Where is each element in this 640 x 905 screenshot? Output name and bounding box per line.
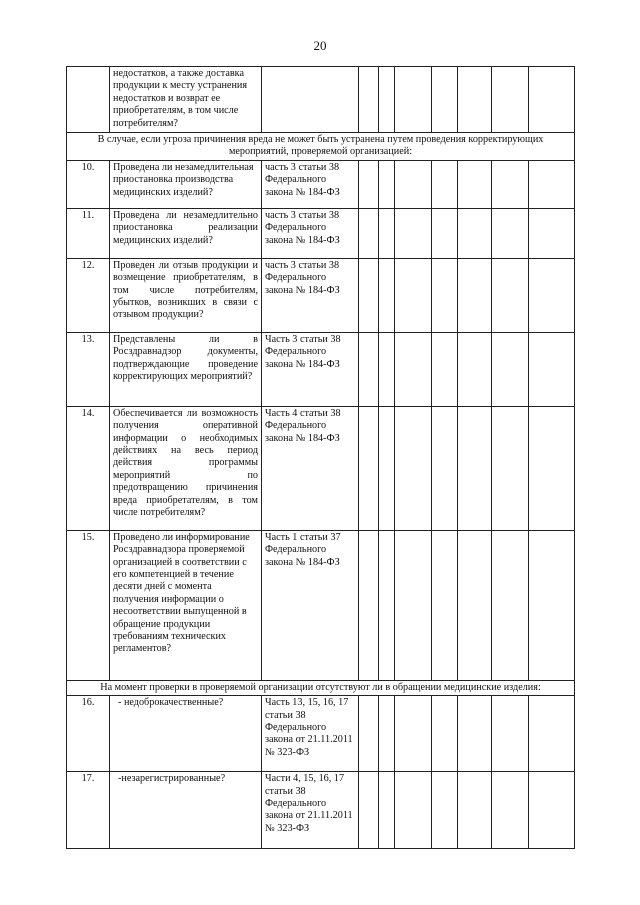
answer-cell[interactable] <box>458 406 492 530</box>
answer-cell[interactable] <box>492 772 529 849</box>
checklist-table <box>66 66 575 849</box>
row-number: 16. <box>67 696 110 772</box>
answer-cell[interactable] <box>379 208 395 258</box>
answer-cell[interactable] <box>432 332 458 406</box>
answer-cell[interactable] <box>359 530 379 680</box>
answer-cell[interactable] <box>458 160 492 208</box>
law-cell: Часть 13, 15, 16, 17 статьи 38 Федерального закона от 21.11.2011 № 323-ФЗ <box>262 696 359 772</box>
section-heading: В случае, если угроза причинения вреда не может быть устранена путем проведения корректирующих мероприятий, проверяемой организацией: <box>67 133 575 161</box>
answer-cell[interactable] <box>395 332 432 406</box>
answer-cell[interactable] <box>492 258 529 332</box>
answer-cell[interactable] <box>432 208 458 258</box>
table-row <box>67 772 575 849</box>
table-row <box>67 696 575 772</box>
answer-cell[interactable] <box>359 406 379 530</box>
answer-cell[interactable] <box>458 696 492 772</box>
answer-cell[interactable] <box>529 332 575 406</box>
question-cell: недостатков, а также доставка продукции к месту устранения недостатков и возврат ее приобретателям, в том числе потребителям? <box>110 67 262 133</box>
answer-cell[interactable] <box>395 406 432 530</box>
table-row <box>67 530 575 680</box>
question-cell: Проведено ли информирование Росздравнадзора проверяемой организацией в соответствии с его компетенцией в течение десяти дней с момента получения информации о несоответствии выпущенной в обращение продукции требованиям технических регламентов? <box>110 530 262 680</box>
row-number: 10. <box>67 160 110 208</box>
answer-cell[interactable] <box>529 530 575 680</box>
law-cell: Часть 4 статьи 38 Федерального закона № 184-ФЗ <box>262 406 359 530</box>
answer-cell[interactable] <box>492 160 529 208</box>
answer-cell[interactable] <box>395 772 432 849</box>
table-row <box>67 258 575 332</box>
answer-cell[interactable] <box>359 332 379 406</box>
answer-cell[interactable] <box>379 696 395 772</box>
answer-cell[interactable] <box>432 530 458 680</box>
answer-cell[interactable] <box>432 258 458 332</box>
answer-cell[interactable] <box>379 258 395 332</box>
law-cell: Части 4, 15, 16, 17 статьи 38 Федерального закона от 21.11.2011 № 323-ФЗ <box>262 772 359 849</box>
table-row <box>67 67 575 133</box>
row-number: 12. <box>67 258 110 332</box>
answer-cell[interactable] <box>395 208 432 258</box>
page-number: 20 <box>313 38 327 53</box>
answer-cell[interactable] <box>359 258 379 332</box>
answer-cell[interactable] <box>359 772 379 849</box>
answer-cell[interactable] <box>359 67 379 133</box>
answer-cell[interactable] <box>529 160 575 208</box>
answer-cell[interactable] <box>359 696 379 772</box>
table-row <box>67 406 575 530</box>
answer-cell[interactable] <box>458 530 492 680</box>
question-cell: Проведена ли незамедлительная приостановка производства медицинских изделий? <box>110 160 262 208</box>
answer-cell[interactable] <box>492 530 529 680</box>
answer-cell[interactable] <box>379 160 395 208</box>
answer-cell[interactable] <box>395 160 432 208</box>
answer-cell[interactable] <box>458 67 492 133</box>
answer-cell[interactable] <box>379 530 395 680</box>
row-number: 11. <box>67 208 110 258</box>
answer-cell[interactable] <box>529 67 575 133</box>
answer-cell[interactable] <box>492 332 529 406</box>
row-number: 13. <box>67 332 110 406</box>
row-number: 14. <box>67 406 110 530</box>
answer-cell[interactable] <box>395 696 432 772</box>
answer-cell[interactable] <box>458 208 492 258</box>
question-cell: -незарегистрированные? <box>110 772 262 849</box>
table-row <box>67 332 575 406</box>
answer-cell[interactable] <box>432 160 458 208</box>
answer-cell[interactable] <box>529 406 575 530</box>
answer-cell[interactable] <box>458 258 492 332</box>
row-number: 15. <box>67 530 110 680</box>
answer-cell[interactable] <box>379 772 395 849</box>
question-cell: Проведена ли незамедлительно приостановка реализации медицинских изделий? <box>110 208 262 258</box>
answer-cell[interactable] <box>359 160 379 208</box>
question-cell: Обеспечивается ли возможность получения оперативной информации о необходимых действиях на весь период действия программы мероприятий по предотвращению причинения вреда приобретателям, в том числе потребителям? <box>110 406 262 530</box>
answer-cell[interactable] <box>529 208 575 258</box>
law-cell: часть 3 статьи 38 Федерального закона № 184-ФЗ <box>262 258 359 332</box>
answer-cell[interactable] <box>458 772 492 849</box>
row-number-cell <box>67 67 110 133</box>
answer-cell[interactable] <box>379 406 395 530</box>
answer-cell[interactable] <box>458 332 492 406</box>
question-cell: - недоброкачественные? <box>110 696 262 772</box>
answer-cell[interactable] <box>529 258 575 332</box>
section-heading: На момент проверки в проверяемой организации отсутствуют ли в обращении медицинские изделия: <box>67 680 575 695</box>
table-row <box>67 160 575 208</box>
answer-cell[interactable] <box>379 67 395 133</box>
answer-cell[interactable] <box>395 67 432 133</box>
answer-cell[interactable] <box>395 258 432 332</box>
law-cell: Часть 3 статьи 38 Федерального закона № 184-ФЗ <box>262 332 359 406</box>
row-number: 17. <box>67 772 110 849</box>
law-cell: часть 3 статьи 38 Федерального закона № 184-ФЗ <box>262 160 359 208</box>
table-row <box>67 208 575 258</box>
question-cell: Представлены ли в Росздравнадзор документы, подтверждающие проведение корректирующих мероприятий? <box>110 332 262 406</box>
answer-cell[interactable] <box>492 406 529 530</box>
section-header-row <box>67 680 575 695</box>
answer-cell[interactable] <box>359 208 379 258</box>
answer-cell[interactable] <box>492 208 529 258</box>
answer-cell[interactable] <box>379 332 395 406</box>
question-cell: Проведен ли отзыв продукции и возмещение приобретателям, в том числе потребителям, убытков, возникших в связи с отзывом продукции? <box>110 258 262 332</box>
answer-cell[interactable] <box>492 67 529 133</box>
answer-cell[interactable] <box>432 696 458 772</box>
law-cell: Часть 1 статьи 37 Федерального закона № 184-ФЗ <box>262 530 359 680</box>
answer-cell[interactable] <box>529 772 575 849</box>
section-header-row <box>67 133 575 161</box>
answer-cell[interactable] <box>492 696 529 772</box>
answer-cell[interactable] <box>432 406 458 530</box>
answer-cell[interactable] <box>395 530 432 680</box>
law-cell <box>262 67 359 133</box>
answer-cell[interactable] <box>529 696 575 772</box>
law-cell: часть 3 статьи 38 Федерального закона № 184-ФЗ <box>262 208 359 258</box>
answer-cell[interactable] <box>432 67 458 133</box>
answer-cell[interactable] <box>432 772 458 849</box>
